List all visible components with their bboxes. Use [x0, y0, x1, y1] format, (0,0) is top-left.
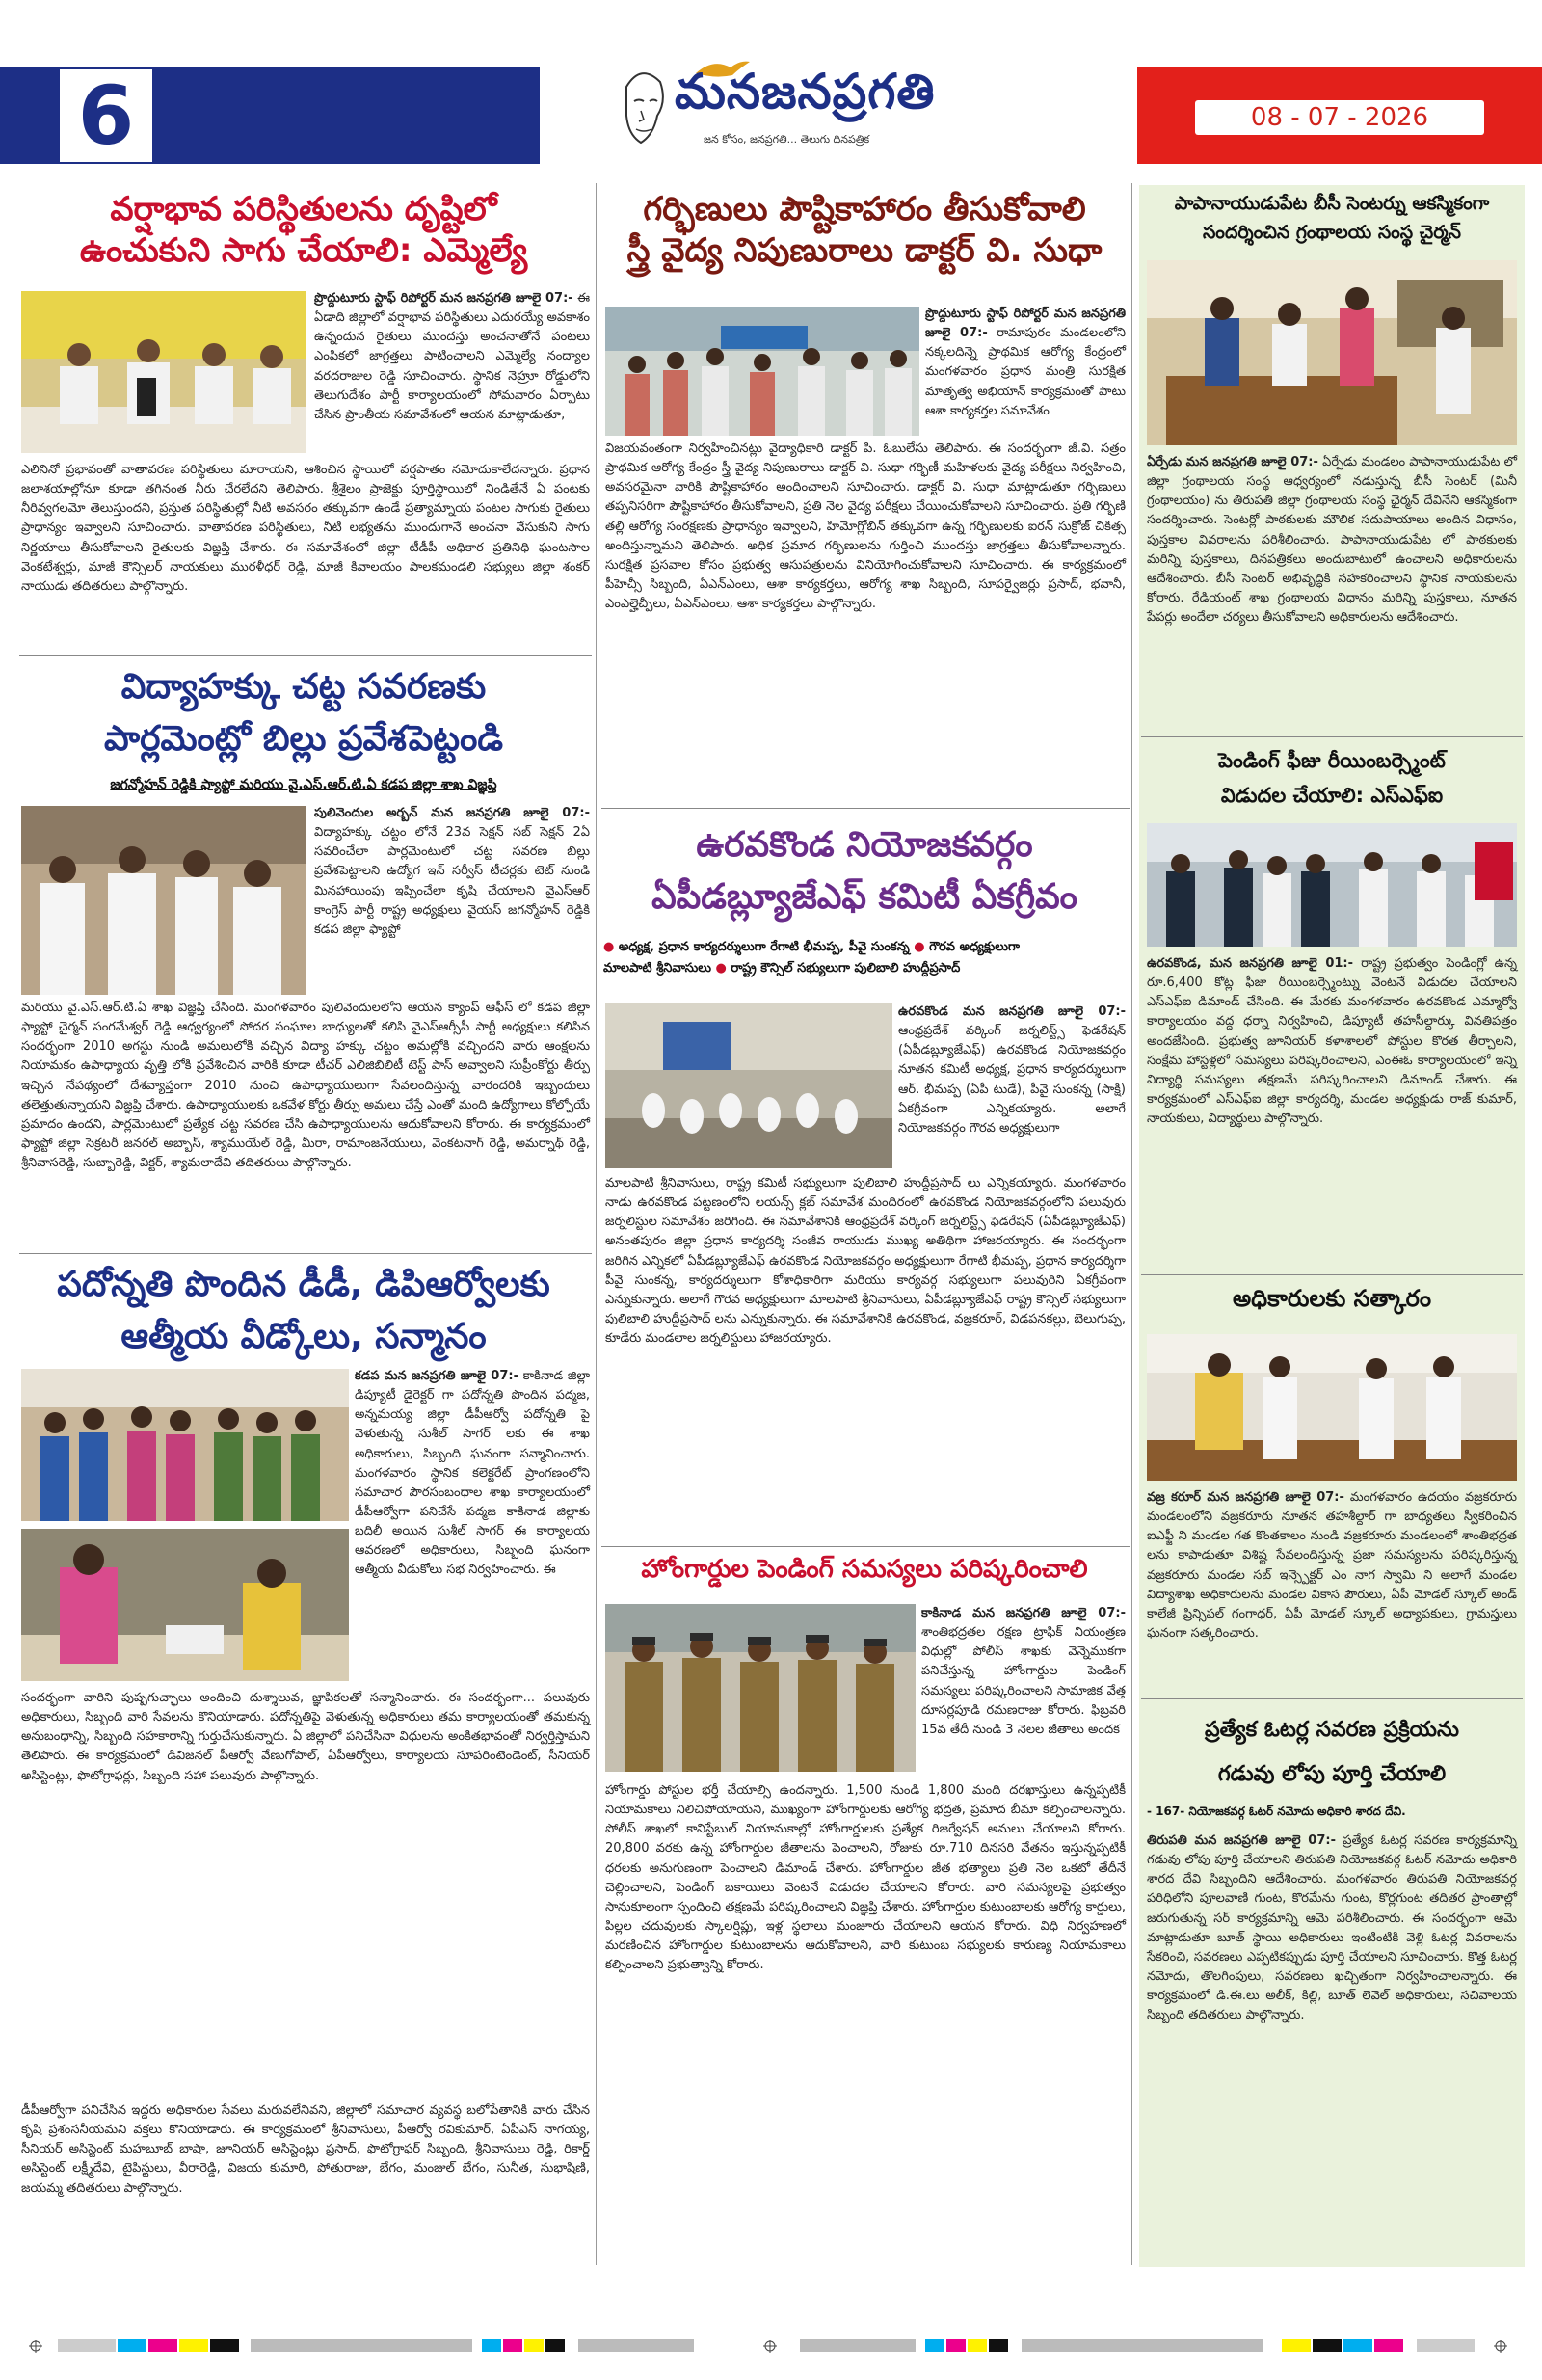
article-photo [21, 806, 306, 995]
article-body [314, 804, 590, 940]
article-byline: ప్రొద్దుటూరు స్టాఫ్ రిపోర్టర్ మన జనప్రగతి జూలై 07:- [925, 307, 1126, 341]
color-swatch [968, 2339, 987, 2352]
article-byline: వజ్ర కరూర్ మన జనప్రగతి జూలై 07:- [1147, 1490, 1344, 1505]
article-byline: ఉరవకొండ, మన జనప్రగతి జూలై 01:- [1147, 956, 1354, 971]
article-headline [19, 661, 588, 765]
article-text: ఏర్పేడు మండలం పాపానాయుడుపేట లో జిల్లా గ్రంథాలయ సంస్థ ఆధ్వర్యంలో నడుస్తున్న బీసీ సెంటర్ (మినీ గ్రంథాలయం) ను తిరుపతి జిల్లా గ్రంథాలయ సంస్థ ఛైర్మన్ దేవినేని ఆకస్మికంగా సందర్శించారు. సెంటర్లో పాఠకులకు మౌలిక సదుపాయాలు అందిన విధానం, పుస్తకాల వివరాలను పరిశీలించారు. పాపానాయుడుపేట లో పాఠకులకు మరిన్ని పుస్తకాలు, దినపత్రికలు అందుబాటులో ఉంచాలని అధికారులను ఆదేశించారు. బీసీ సెంటర్ అభివృద్ధికి సహకరించాలని స్థానిక నాయకులను కోరారు. రేడియంట్ శాఖ గ్రంథాలయ విధానం మరిన్ని పుస్తకాలు, నూతన పేపర్లు అందేలా చర్యలు తీసుకోవాలని అధికారులను ఆదేశించారు. [1147, 455, 1517, 626]
article-body [898, 1003, 1126, 1138]
color-swatch [1417, 2339, 1475, 2352]
article-headline: అధికారులకు సత్కారం [1232, 1285, 1432, 1312]
article-body: హోంగార్డు పోస్టుల భర్తీ చేయాల్సి ఉందన్నారు. 1,500 నుండి 1,800 మంది దరఖాస్తులు ఉన్నప్పటికీ నియామకాలు నిలిచిపోయాయని, ముఖ్యంగా హోంగార్డులకు ఆరోగ్య భద్రత, ప్రమాద బీమా కల్పించాలన్నారు. పోలీస్ శాఖలో కానిస్టేబుల్ నియామకాల్లో హోంగార్డులకు ప్రత్యేక రిజర్వేషన్ అమలు చేయాలని కోరారు. 20,800 వరకు ఉన్న హోంగార్డుల జీతాలను పెంచాలని, రోజుకు రూ.710 దినసరి వేతనం ఇస్తున్నప్పటికీ ధరలకు అనుగుణంగా పెంచాలని డిమాండ్ చేశారు. హోంగార్డుల జీత భత్యాలు ప్రతి నెల ఒకటో తేదీనే చెల్లించాలని, పెండింగ్ బకాయిలు వెంటనే విడుదల చేయాలని కోరారు. వారి సమస్యలపై ప్రభుత్వం సానుకూలంగా స్పందించి తక్షణమే పరిష్కరించాలని విజ్ఞప్తి చేశారు. హోంగార్డుల కుటుంబాలకు ఆరోగ్య కార్డులు, పిల్లల చదువులకు స్కాలర్షిప్లు, ఇళ్ల స్థలాలు మంజూరు చేయాలని ఆయన కోరారు. విధి నిర్వహణలో మరణించిన హోంగార్డుల కుటుంబాలను ఆదుకోవాలని, వారి కుటుంబ సభ్యులకు కారుణ్య నియామకాలు కల్పించాలని ప్రభుత్వాన్ని కోరారు. [605, 1783, 1126, 1973]
article-body [1147, 1488, 1517, 1644]
column-divider [1131, 183, 1132, 2265]
article-body: మాలపాటి శ్రీనివాసులు, రాష్ట్ర కమిటీ సభ్యులుగా పులిబాలి హుద్దీప్రసాద్ లు ఎన్నికయ్యారు. మంగళవారం నాడు ఉరవకొండ పట్టణంలోని లయన్స్ క్లబ్ సమావేశ మందిరంలో ఉరవకొండ నియోజకవర్గంలోని పలువురు జర్నలిస్టుల సమావేశం జరిగింది. ఈ సమావేశానికి ఆంధ్రప్రదేశ్ వర్కింగ్ జర్నలిస్ట్స్ ఫెడరేషన్ (ఏపీడబ్ల్యూజేఎఫ్) అనంతపురం జిల్లా ప్రధాన కార్యదర్శి సంజీవ రాయుడు ముఖ్య అతిథిగా హాజరయ్యారు. ఈ సందర్భంగా జరిగిన ఎన్నికలో ఏపీడబ్ల్యూజేఎఫ్ ఉరవకొండ నియోజకవర్గం అధ్యక్షులుగా రేగాటి భీమప్ప, ప్రధాన కార్యదర్శిగా పీవై సుంకన్న, కార్యదర్శులుగా కోశాధికారిగా మరియు కార్యవర్గ సభ్యులుగా పలువురిని ఏకగ్రీవంగా ఎన్నుకున్నారు. అలాగే గౌరవ అధ్యక్షులుగా మాలపాటి శ్రీనివాసులు, ఏపీడబ్ల్యూజేఎఫ్ రాష్ట్ర కౌన్సిల్ సభ్యులుగా పులిబాలి హుద్దీప్రసాద్ లను ఎన్నుకున్నారు. ఈ సమావేశానికి ఉరవకొండ, వజ్రకరూర్, విడపనకల్లు, బెలుగుప్ప, కూడేరు మండలాల జర్నలిస్టులు హాజరయ్యారు. [605, 1176, 1126, 1347]
color-swatch [946, 2339, 966, 2352]
headline-line: పాపానాయుడుపేట బీసీ సెంటర్ను ఆకస్మికంగా [1174, 193, 1490, 214]
article-headline [1141, 1708, 1523, 1797]
headline-line: ఉంచుకుని సాగు చేయాలి: ఎమ్మెల్యే [79, 230, 528, 270]
headline-line: పార్లమెంట్లో బిల్లు ప్రవేశపెట్టండి [103, 719, 503, 759]
article-text: కాకినాడ జిల్లా డిప్యూటీ డైరెక్టర్ గా పదోన్నతి పొందిన పద్మజ, అన్నమయ్య జిల్లా డీపీఆర్వో పదోన్నతి పై వెళుతున్న సుశీల్ సాగర్ లకు ఈ శాఖ అధికారులు, సిబ్బంది ఘనంగా సన్మానించారు. మంగళవారం స్థానిక కలెక్టరేట్ ప్రాంగణంలోని సమాచార పౌరసంబంధాల శాఖ కార్యాలయంలో డీపీఆర్వోగా పనిచేసే పద్మజ కాకినాడ జిల్లాకు బదిలీ అయిన సుశీల్ సాగర్ ఈ కార్యాలయ ఆవరణలో అధికారులు, సిబ్బంది ఘనంగా ఆత్మీయ వీడుకోలు సభ నిర్వహించారు. ఈ [355, 1369, 591, 1578]
color-swatch [989, 2339, 1008, 2352]
section-divider [601, 1546, 1130, 1547]
article-photo [1147, 823, 1517, 947]
headline-line: విద్యాహక్కు చట్ట సవరణకు [120, 667, 487, 707]
color-swatch [210, 2339, 239, 2352]
article-body [314, 289, 590, 425]
section-divider [1141, 1698, 1523, 1699]
article-headline [603, 189, 1126, 271]
crosshair-icon [29, 2339, 42, 2352]
article-headline: హోంగార్డుల పెండింగ్ సమస్యలు పరిష్కరించాలి [641, 1555, 1088, 1584]
headline-line: ఉరవకొండ నియోజకవర్గం [696, 825, 1033, 865]
color-swatch [503, 2339, 522, 2352]
article-text: రాష్ట్ర ప్రభుత్వం పెండింగ్లో ఉన్న రూ.6,400 కోట్ల ఫీజు రీయింబర్స్మెంట్ను వెంటనే విడుదల చేయాలని ఎస్ఎఫ్ఐ డిమాండ్ చేసింది. ఈ మేరకు మంగళవారం ఉరవకొండ ఎమ్మార్వో కార్యాలయం వద్ద ధర్నా నిర్వహించి, డిప్యూటీ తహసీల్దార్కు వినతిపత్రం అందజేసింది. ప్రభుత్వ జూనియర్ కళాశాలలో పోస్టుల కొరత తీర్చాలని, సంక్షేమ హాస్టళ్లలో సమస్యలు పరిష్కరించాలని, ఎంఈఓ కార్యాలయంలో ఇన్ని విద్యార్థి సమస్యలు తక్షణమే పరిష్కరించాలని డిమాండ్ చేశారు. ఈ కార్యక్రమంలో ఎస్ఎఫ్ఐ జిల్లా కార్యదర్శి, మండల అధ్యక్షుడు రాజ్ కుమార్, నాయకులు, విద్యార్థులు పాల్గొన్నారు. [1147, 956, 1517, 1127]
color-swatch [545, 2339, 565, 2352]
headline-line: పదోన్నతి పొందిన డీడీ, డిపిఆర్వోలకు [57, 1265, 550, 1304]
headline-line: స్త్రీ వైద్య నిపుణురాలు డాక్టర్ వి. సుధా [626, 230, 1103, 270]
headline-line: విడుదల చేయాలి: ఎస్ఎఫ్ఐ [1220, 783, 1444, 807]
color-swatch [578, 2339, 694, 2352]
article-body [355, 1367, 590, 1581]
article-headline [19, 1259, 588, 1363]
article-subhead: - 167- నియోజకవర్గ ఓటర్ నమోదు అధికారి శారద దేవి. [1147, 1805, 1406, 1818]
headline-line: ఏపీడబ్ల్యూజేఎఫ్ కమిటీ ఏకగ్రీవం [651, 877, 1077, 917]
article-byline: ప్రొద్దుటూరు స్టాఫ్ రిపోర్టర్ మన జనప్రగతి జూలై 07:- [314, 291, 573, 306]
color-swatch [1313, 2339, 1342, 2352]
color-swatch [148, 2339, 177, 2352]
crosshair-icon [1494, 2339, 1507, 2352]
article-photo [21, 1529, 349, 1681]
article-photo [1147, 260, 1517, 445]
article-body [925, 305, 1126, 421]
article-headline [1141, 744, 1523, 813]
section-divider [601, 808, 1130, 809]
article-byline: పులివెందుల అర్బన్ మన జనప్రగతి జూలై 07:- [314, 806, 590, 820]
section-divider [1141, 1274, 1523, 1275]
headline-line: గర్భిణులు పౌష్టికాహారం తీసుకోవాలి [643, 190, 1086, 228]
headline-line: ప్రత్యేక ఓటర్ల సవరణ ప్రక్రియను [1204, 1718, 1460, 1742]
article-byline: తిరుపతి మన జనప్రగతి జూలై 07:- [1147, 1833, 1336, 1848]
section-divider [19, 1253, 592, 1254]
headline-line: పెండింగ్ ఫీజు రీయింబర్స్మెంట్ [1218, 749, 1446, 772]
bullet-text: గౌరవ అధ్యక్షులుగా [929, 940, 1020, 954]
article-photo [21, 1369, 349, 1521]
headline-line: గడువు లోపు పూర్తి చేయాలి [1217, 1762, 1447, 1787]
article-photo [605, 1003, 892, 1168]
color-swatch [1374, 2339, 1403, 2352]
article-body [1147, 954, 1517, 1129]
color-swatch [118, 2339, 146, 2352]
color-swatch [251, 2339, 472, 2352]
article-body: సందర్భంగా వారిని పుష్పగుచ్ఛాలు అందించి దుశ్శాలువ, జ్ఞాపికలతో సన్మానించారు. ఈ సందర్భంగా... పలువురు అధికారులు, సిబ్బంది వారి సేవలను కొనియాడారు. పదోన్నతిపై వెళుతున్న అధికారులు తమ కార్యాలయంతో తమకున్న అనుబంధాన్ని, సిబ్బంది సహకారాన్ని గుర్తుచేసుకున్నారు. ఏ జిల్లాలో పనిచేసినా విధులను అంకితభావంతో నిర్వర్తిస్తామని తెలిపారు. ఈ కార్యక్రమంలో డివిజనల్ పీఆర్వో వేణుగోపాల్, ఏపీఆర్వోలు, కార్యాలయ సూపరింటెండెంట్, సీనియర్ అసిస్టెంట్లు, ఫొటోగ్రాఫర్లు, సిబ్బంది సహా పలువురు పాల్గొన్నారు. [21, 1691, 590, 1783]
color-swatch [1343, 2339, 1372, 2352]
color-swatch [925, 2339, 944, 2352]
print-registration-bar [0, 2331, 1542, 2360]
article-text: రామాపురం మండలంలోని నక్కలదిన్నె ప్రాథమిక ఆరోగ్య కేంద్రంలో మంగళవారం ప్రధాన మంత్రి సురక్షిత మాతృత్వ అభియాన్ కార్యక్రమంతో పాటు ఆశా కార్యకర్తల సమావేశం [925, 326, 1126, 418]
column-divider [596, 183, 597, 2265]
article-text: మంగళవారం ఉదయం వజ్రకరూరు మండలంలోని వజ్రకరూరు నూతన తహశీల్దార్ గా బాధ్యతలు స్వీకరించిన ఐఎఫ్జీ ని మండల గత కొంతకాలం నుండి వజ్రకరూరు మండలంలో శాంతిభద్రత లను కాపాడుతూ విశిష్ట సేవలందిస్తున్న ప్రజా సమస్యలను పరిష్కరిస్తున్న వజ్రకరూరు మండల సబ్ ఇన్స్పెక్టర్ ఎం నాగ స్వామి ని అలాగే మండల విద్యాశాఖ అధికారులను మండల వికాస పౌరులు, ఏపీ మోడల్ స్కూల్ అండ్ కాలేజీ ప్రిన్సిపల్ గంగాధర్, ఏపీ మోడల్ స్కూల్ అధ్యాపకులు, గ్రామస్తులు ఘనంగా సత్కరించారు. [1147, 1490, 1518, 1641]
article-text: విద్యాహక్కు చట్టం లోనే 23వ సెక్షన్ సబ్ సెక్షన్ 2ఏ సవరించేలా పార్లమెంటులో చట్ట సవరణ బిల్లు ప్రవేశపెట్టాలని ఉద్యోగ ఇన్ సర్వీస్ టీచర్లకు టెట్ నుండి మినహాయింపు ఇప్పించేలా కృషి చేయాలని వైఎస్ఆర్ కాంగ్రెస్ పార్టీ రాష్ట్ర అధ్యక్షులు వైయస్ జగన్మోహన్ రెడ్డికి కడప జిల్లా ఫ్యాప్టో [314, 825, 590, 937]
article-text: ప్రత్యేక ఓటర్ల సవరణ కార్యక్రమాన్ని గడువు లోపు పూర్తి చేయాలని తిరుపతి నియోజకవర్గ ఓటర్ నమోదు అధికారి శారద దేవి సిబ్బందిని ఆదేశించారు. మంగళవారం తిరుపతి నియోజకవర్గ పరిధిలోని పూలవాణి గుంట, కొరమేను గుంట, కొర్లగుంట తదితర ప్రాంతాల్లో జరుగుతున్న సర్ కార్యక్రమాన్ని ఆమె పరిశీలించారు. ఈ సందర్భంగా ఆమె మాట్లాడుతూ బూత్ స్థాయి అధికారులు ఇంటింటికి వెళ్లి ఓటర్ల వివరాలను సేకరించి, సవరణలు ఎప్పటికప్పుడు పూర్తి చేయాలని సూచించారు. కొత్త ఓటర్ల నమోదు, తొలగింపులు, సవరణలు ఖచ్చితంగా నిర్వహించాలన్నారు. ఈ కార్యక్రమంలో డి.ఈ.లు అలీక్, కిల్లి, బూత్ లెవెల్ అధికారులు, సచివాలయ సిబ్బంది తదితరులు పాల్గొన్నారు. [1147, 1833, 1517, 2023]
article-body: మరియు వై.ఎస్.ఆర్.టి.ఏ శాఖ విజ్ఞప్తి చేసింది. మంగళవారం పులివెందులలోని ఆయన క్యాంప్ ఆఫీస్ లో కడప జిల్లా ఫ్యాప్టో చైర్మన్ సంగమేశ్వర్ రెడ్డి ఆధ్వర్యంలో సోదర సంఘాల బాధ్యులతో కలిసి వైఎస్ఆర్సీపీ పార్టీ అధ్యక్షులు కలిసిన సందర్భంగా 2010 అగస్టు నుండి అమలులోకి వచ్చిన విద్యా హక్కు చట్టం అమల్లోకి వచ్చిందని వారు ఆంక్షలను నియామకం ఉపాధ్యాయ వృత్తి లోకి ప్రవేశించిన వారికి కూడా టీచర్ ఎలిజిబిలిటీ టెస్ట్ పాస్ అవ్వాలని సుప్రీంకోర్టు తీర్పు ఇచ్చిన నేపథ్యంలో దేశవ్యాప్తంగా 2010 నుంచి ఉపాధ్యాయులుగా సేవలందిస్తున్న వారందరికి ఇబ్బందులు తలెత్తుతున్నాయని విజ్ఞప్తి చేశారు. ఉపాధ్యాయులకు ఒకవేళ కోర్టు తీర్పు అమలు చేస్తే ఎంతో మంది ఉద్యోగాలు కోల్పోయే ప్రమాదం ఉందని, పార్లమెంటులో ప్రత్యేక చట్ట సవరణ చేసి ఉపాధ్యాయులను ఆదుకోవాలని కోరారు. ఈ కార్యక్రమంలో ఫ్యాప్టో జిల్లా సెక్రటరీ జనరల్ అబ్బాస్, శ్యాముయేల్ రెడ్డి, మీరా, రామాంజనేయులు, వెంకటనాగ్ రెడ్డి, అమర్నాథ్ రెడ్డి, శ్రీనివాసరెడ్డి, సుబ్బారెడ్డి, విక్టర్, శ్యామలాదేవి తదితరులు పాల్గొన్నారు. [21, 1001, 590, 1171]
color-swatch [482, 2339, 501, 2352]
article-body [921, 1604, 1126, 1740]
article-photo [605, 1604, 916, 1772]
paper-logo [540, 56, 1137, 172]
bullet-text: అధ్యక్ష, ప్రధాన కార్యదర్శులుగా రేగాటి భీమప్ప, పీవై సుంకన్న [618, 940, 910, 954]
article-byline: కడప మన జనప్రగతి జూలై 07:- [355, 1369, 518, 1383]
masthead [0, 0, 1542, 174]
article-headline [603, 819, 1126, 923]
headline-line: సందర్శించిన గ్రంథాలయ సంస్థ చైర్మన్ [1202, 222, 1462, 244]
bullet-text: రాష్ట్ర కౌన్సిల్ సభ్యులుగా పులిబాలి హుద్దీప్రసాద్ [731, 961, 961, 976]
article-bullets: ● అధ్యక్ష, ప్రధాన కార్యదర్శులుగా రేగాటి భీమప్ప, పీవై సుంకన్న ● గౌరవ అధ్యక్షులుగా మాలపాటి శ్రీనివాసులు ● రాష్ట్ర కౌన్సిల్ సభ్యులుగా పులిబాలి హుద్దీప్రసాద్ [603, 940, 1020, 976]
article-photo [21, 291, 306, 453]
color-swatch [800, 2339, 916, 2352]
paper-tagline: జన కోసం, జనప్రగతి... తెలుగు దినపత్రిక [704, 133, 870, 146]
article-byline: కాకినాడ మన జనప్రగతి జూలై 07:- [921, 1606, 1126, 1620]
date-box [1195, 100, 1484, 135]
article-body [1147, 1832, 1517, 2025]
article-subhead: జగన్మోహన్ రెడ్డికి ఫ్యాప్టో మరియు వై.ఎస్.ఆర్.టి.ఏ కడప జిల్లా శాఖ విజ్ఞప్తి [110, 777, 497, 792]
article-headline [1141, 189, 1523, 248]
page-number: 6 [60, 69, 152, 162]
article-body [1147, 453, 1517, 628]
article-headline [19, 189, 588, 271]
color-swatch [179, 2339, 208, 2352]
color-swatch [1282, 2339, 1311, 2352]
headline-line: ఆత్మీయ వీడ్కోలు, సన్మానం [120, 1317, 487, 1356]
crosshair-icon [763, 2339, 777, 2352]
article-photo [605, 307, 919, 436]
article-photo [1147, 1334, 1517, 1481]
article-body: విజయవంతంగా నిర్వహించినట్లు వైద్యాధికారి డాక్టర్ పి. ఓబులేసు తెలిపారు. ఈ సందర్భంగా జీ.వి. సత్రం ప్రాథమిక ఆరోగ్య కేంద్రం స్త్రీ వైద్య నిపుణురాలు డాక్టర్ వి. సుధా గర్భిణీ మహిళలకు వైద్య పరీక్షలు నిర్వహించి, అవసరమైనా వారికి పౌష్టికాహారం అందించాలని సూచించారు. డాక్టర్ వి. సుధా మాట్లాడుతూ గర్భిణులు తప్పనిసరిగా పౌష్టికాహారం తీసుకోవాలని, ప్రతి నెల వైద్య పరీక్షలు చేయించుకోవాలని సూచించారు. ప్రతి గర్భిణి తల్లి ఆరోగ్య సంరక్షణకు ప్రాధాన్యం ఇవ్వాలని, హిమోగ్లోబిన్ తక్కువగా ఉన్న గర్భిణులకు ఐరన్ సుక్రోజ్ చికిత్స అందిస్తున్నామని తెలిపారు. అధిక ప్రమాద గర్భిణులను గుర్తించి ముందస్తు జాగ్రత్తలు తీసుకోవాలన్నారు. సురక్షిత ప్రసవాల కోసం ప్రభుత్వ ఆసుపత్రులను వినియోగించుకోవాలని సూచించారు. ఈ కార్యక్రమంలో పీహెచ్సీ సిబ్బంది, ఏఎన్ఎంలు, ఆశా కార్యకర్తలు, ఆరోగ్య శాఖ సిబ్బంది, సూపర్వైజర్లు ప్రసాద్, భవానీ, ఎంఎల్హెచ్పీలు, ఏఎన్ఎంలు, ఆశా కార్యకర్తలు పాల్గొన్నారు. [605, 441, 1126, 612]
section-divider [1141, 736, 1523, 737]
color-swatch [1022, 2339, 1263, 2352]
founder-portrait-icon [607, 58, 675, 154]
issue-date: 08 - 07 - 2026 [1250, 103, 1429, 132]
article-byline: ఉరవకొండ మన జనప్రగతి జూలై 07:- [898, 1004, 1126, 1019]
color-swatch [524, 2339, 544, 2352]
article-text: ఆంధ్రప్రదేశ్ వర్కింగ్ జర్నలిస్ట్స్ ఫెడరేషన్ (ఏపీడబ్ల్యూజేఎఫ్) ఉరవకొండ నియోజకవర్గం నూతన కమిటీ అధ్యక్ష, ప్రధాన కార్యదర్శులుగా ఆర్. భీమప్ప (ఏపీ టుడే), పీవై సుంకన్న (సాక్షి) ఏకగ్రీవంగా ఎన్నికయ్యారు. అలాగే నియోజకవర్గం గౌరవ అధ్యక్షులుగా [898, 1024, 1126, 1136]
bullet-text: మాలపాటి శ్రీనివాసులు [603, 961, 711, 976]
section-divider [19, 655, 592, 656]
headline-line: వర్షాభావ పరిస్థితులను దృష్టిలో [110, 190, 497, 228]
article-byline: ఏర్పేడు మన జనప్రగతి జూలై 07:- [1147, 455, 1318, 469]
article-body: ఎలినినో ప్రభావంతో వాతావరణ పరిస్థితులు మారాయని, ఆశించిన స్థాయిలో వర్షపాతం నమోదుకాలేదన్నారు. ప్రధాన జలాశయాల్లోనూ కూడా తగినంత నీరు చేరలేదని తెలిపారు. శ్రీశైలం ప్రాజెక్టు పూర్తిస్థాయిలో నిండితేనే ఏ పంటకు నీరివ్వగలమో తెలుస్తుందని, ప్రస్తుత పరిస్థితుల్లో నీటి అవసరం తక్కువగా ఉండే ప్రత్యామ్నాయ పంటల సాగుకు రైతులు ప్రాధాన్యం ఇవ్వాలని సూచించారు. వాతావరణ పరిస్థితులు, నీటి లభ్యతను ముందుగానే అంచనా వేసుకుని సాగు నిర్ణయాలు తీసుకోవాలని రైతులకు విజ్ఞప్తి చేశారు. ఈ సమావేశంలో జిల్లా టీడీపీ అధికార ప్రతినిధి ఘంటసాల వెంకటేశ్వర్లు, మాజీ కౌన్సిలర్ నాయకులు మురళీధర్ రెడ్డి, మాజీ కివాలయం పాలకమండలి సభ్యులు జిల్లా శంకర్ నాయుడు తదితరులు పాల్గొన్నారు. [21, 463, 590, 594]
article-text: శాంతిభద్రతల రక్షణ ట్రాఫిక్ నియంత్రణ విధుల్లో పోలీస్ శాఖకు వెన్నెముకగా పనిచేస్తున్న హోంగార్డుల పెండింగ్ సమస్యలు పరిష్కరించాలని సామాజిక వేత్త దూసర్లపూడి రమణరాజు కోరారు. ఫిబ్రవరి 15వ తేదీ నుండి 3 నెలల జీతాలు అందక [921, 1625, 1126, 1737]
paper-name: మనజనప్రగతి [675, 64, 936, 120]
article-body: డీపీఆర్వోగా పనిచేసిన ఇద్దరు అధికారుల సేవలు మరువలేనివని, జిల్లాలో సమాచార వ్యవస్థ బలోపేతానికి వారు చేసిన కృషి ప్రశంసనీయమని వక్తలు కొనియాడారు. ఈ కార్యక్రమంలో శ్రీనివాసులు, పీఆర్వో రవికుమార్, ఏపీఎస్ నాగయ్య, సీనియర్ అసిస్టెంట్ మహబూబ్ బాషా, జూనియర్ అసిస్టెంట్లు ప్రసాద్, ఫొటోగ్రాఫర్ సిబ్బంది, శ్రీనివాసులు రెడ్డి, రికార్డ్ అసిస్టెంట్ లక్ష్మీదేవి, టైపిస్టులు, వీరారెడ్డి, విజయ కుమారి, పోతురాజు, బేగం, మంజుల్ బేగం, సునీత, సుభాషిణి, జయమ్మ తదితరులు పాల్గొన్నారు. [21, 2103, 590, 2196]
color-swatch [58, 2339, 116, 2352]
article-text: ఈ ఏడాది జిల్లాలో వర్షాభావ పరిస్థితులు ఎదురయ్యే అవకాశం ఉన్నందున రైతులు ముందస్తు అంచనాతోనే పంటలు ఎంపికలో జాగ్రత్తలు పాటించాలని ఎమ్మెల్యే నంద్యాల వరదరాజుల రెడ్డి సూచించారు. స్థానిక నెహ్రూ రోడ్డులోని తెలుగుదేశం పార్టీ కార్యాలయంలో సోమవారం ఏర్పాటు చేసిన ప్రాంతీయ సమావేశంలో ఆయన మాట్లాడుతూ, [314, 291, 591, 422]
